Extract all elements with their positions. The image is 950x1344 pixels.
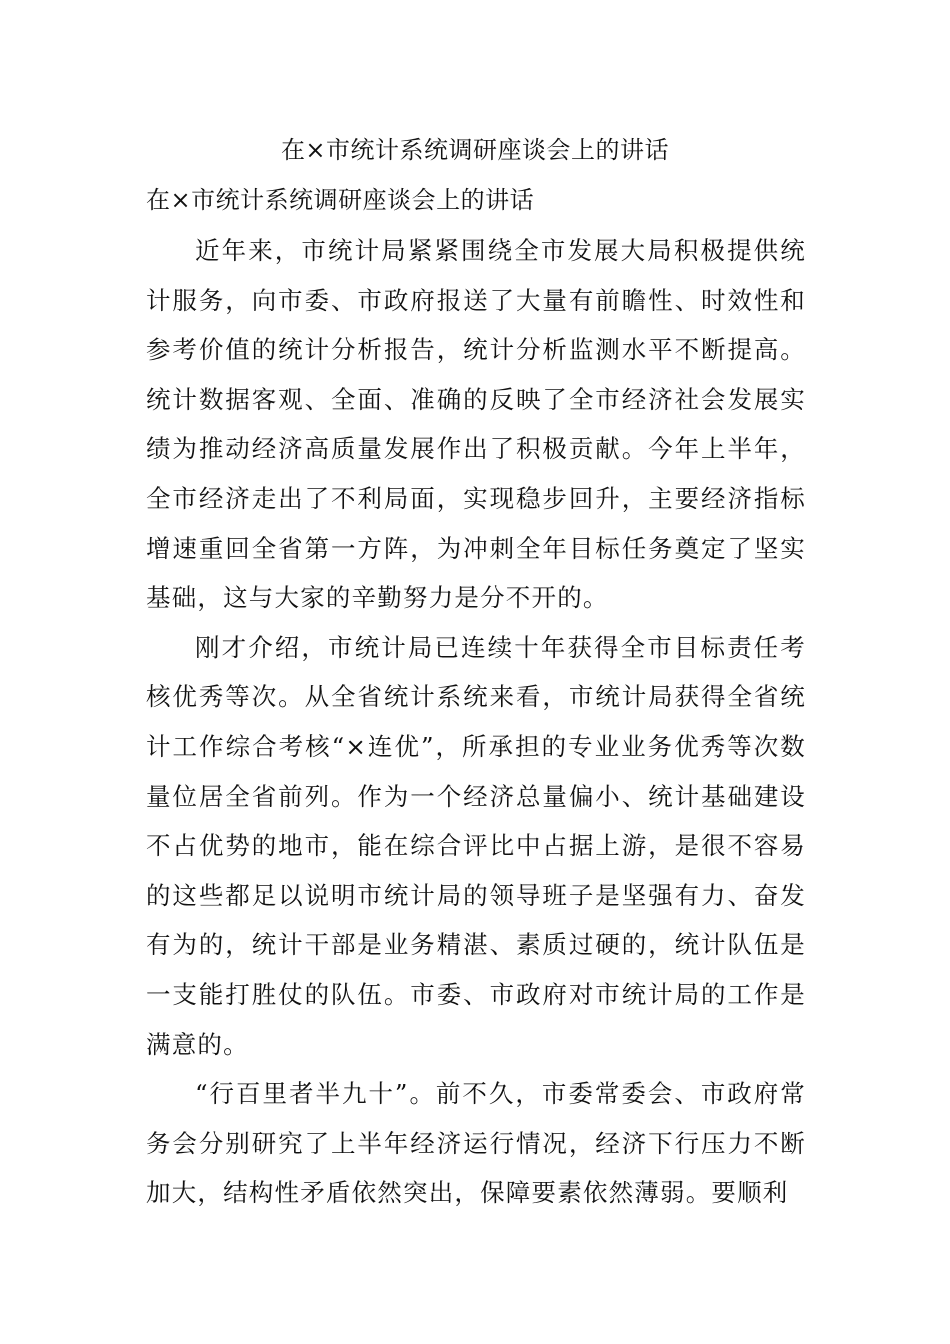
document-subtitle: 在×市统计系统调研座谈会上的讲话 (146, 186, 535, 214)
document-title: 在×市统计系统调研座谈会上的讲话 (280, 136, 670, 164)
paragraph: 近年来，市统计局紧紧围绕全市发展大局积极提供统计服务，向市委、市政府报送了大量有前瞻性、时效性和参考价值的统计分析报告，统计分析监测水平不断提高。统计数据客观、全面、准确的反映了全市经济社会发展实绩为推动经济高质量发展作出了积极贡献。今年上半年，全市经济走出了不利局面，实现稳步回升，主要经济指标增速重回全省第一方阵，为冲刺全年目标任务奠定了坚实基础，这与大家的辛勤努力是分不开的。 (146, 236, 806, 613)
document-body (146, 226, 806, 1218)
paragraph: “行百里者半九十”。前不久，市委常委会、市政府常务会分别研究了上半年经济运行情况，经济下行压力不断加大，结构性矛盾依然突出，保障要素依然薄弱。要顺利 (146, 1079, 806, 1208)
paragraph: 刚才介绍，市统计局已连续十年获得全市目标责任考核优秀等次。从全省统计系统来看，市统计局获得全省统计工作综合考核“×连优”，所承担的专业业务优秀等次数量位居全省前列。作为一个经济总量偏小、统计基础建设不占优势的地市，能在综合评比中占据上游，是很不容易的这些都足以说明市统计局的领导班子是坚强有力、奋发有为的，统计干部是业务精湛、素质过硬的，统计队伍是一支能打胜仗的队伍。市委、市政府对市统计局的工作是满意的。 (146, 632, 806, 1059)
